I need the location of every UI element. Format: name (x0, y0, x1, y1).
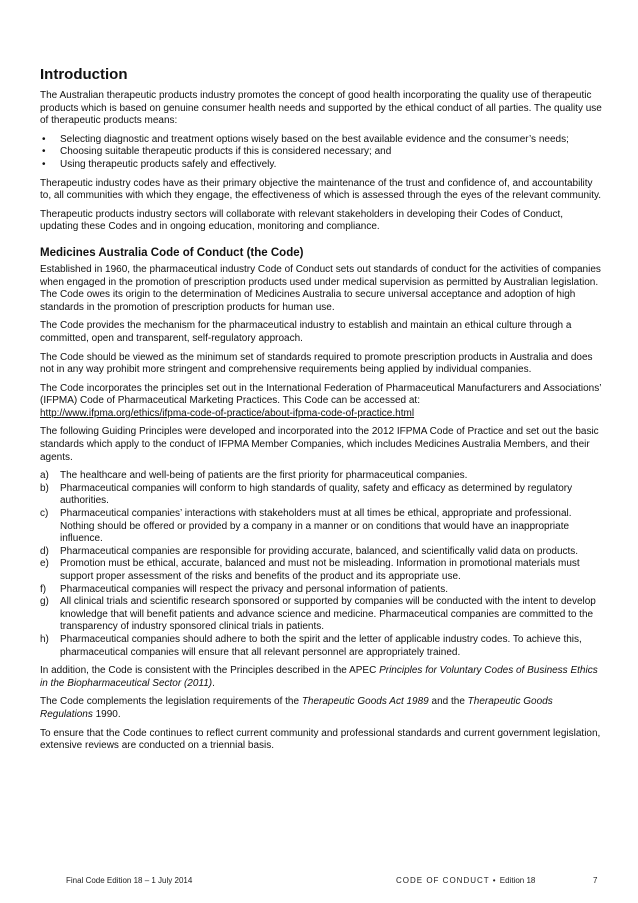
list-item: • Using therapeutic products safely and effectively. (42, 158, 277, 170)
list-item: g) All clinical trials and scientific research sponsored or supported by companies will be conducted with the intent to develop knowledge that will benefit patients and advance science and medicine. Pharmaceutical companies are committed to the transparency of industry sponsored clinical trials in patients. (40, 596, 596, 633)
ifpma-link[interactable]: http://www.ifpma.org/ethics/ifpma-code-of-practice/about-ifpma-code-of-practice.html (40, 407, 415, 419)
guiding-principles-list (40, 470, 604, 659)
intro-paragraph-1: The Australian therapeutic products industry promotes the concept of good health incorporating the quality use of therapeutic products which is based on genuine consumer health needs and supported by the ethical conduct of all parties. The quality use of therapeutic products means: (40, 90, 602, 127)
code-paragraph-2: The Code provides the mechanism for the pharmaceutical industry to establish and maintain an ethical culture through a committed, open and transparent, self-regulatory approach. (40, 320, 572, 344)
code-paragraph-6: In addition, the Code is consistent with the Principles described in the APEC Principles for Voluntary Codes of Business Ethics in the Biopharmaceutical Sector (2011). (40, 665, 598, 689)
code-paragraph-3: The Code should be viewed as the minimum set of standards required to promote prescription products in Australia and does not in any way prohibit more stringent and comprehensive requirements being applied by individual companies. (40, 351, 593, 376)
list-item: • Choosing suitable therapeutic products if this is considered necessary; and (42, 146, 392, 158)
page-content (40, 66, 604, 759)
bullet-icon: • (42, 133, 46, 145)
code-paragraph-5: The following Guiding Principles were developed and incorporated into the 2012 IFPMA Code of Practice and set out the basic standards which apply to the conduct of IFPMA Member Companies, which includes Medicines Australia Members, and their agents. (40, 426, 599, 463)
list-item: e) Promotion must be ethical, accurate, balanced and must not be misleading. Information in promotional materials must support proper assessment of the risks and benefits of the product and its appropriate use. (40, 558, 580, 582)
list-item: h) Pharmaceutical companies should adhere to both the spirit and the letter of applicable industry codes. To achieve this, pharmaceutical companies will ensure that all relevant personnel are appropriately trained. (40, 633, 582, 658)
page-number: 7 (593, 876, 598, 885)
introduction-heading: Introduction (40, 66, 128, 83)
code-section-heading: Medicines Australia Code of Conduct (the Code) (40, 246, 304, 259)
code-paragraph-7: The Code complements the legislation requirements of the Therapeutic Goods Act 1989 and the Therapeutic Goods Regulations 1990. (40, 696, 553, 720)
intro-paragraph-3: Therapeutic products industry sectors will collaborate with relevant stakeholders in developing their Codes of Conduct, updating these Codes and in ongoing education, monitoring and compliance. (40, 208, 564, 233)
list-item: a) The healthcare and well-being of patients are the first priority for pharmaceutical companies. (40, 470, 468, 482)
list-item: • Selecting diagnostic and treatment options wisely based on the best available evidence and the consumer’s needs; (42, 133, 569, 145)
code-paragraph-8: To ensure that the Code continues to reflect current community and professional standards and current government legislation, extensive reviews are conducted on a triennial basis. (40, 727, 601, 752)
code-paragraph-4: The Code incorporates the principles set out in the International Federation of Pharmaceutical Manufacturers and Associations’ (IFPMA) Code of Pharmaceutical Marketing Practices. This Code can be accessed at: http://www.ifpma.org/ethics/ifpma-code-of-practice/about-ifpma-code-of-practice.html (40, 382, 602, 419)
list-item: f) Pharmaceutical companies will respect the privacy and personal information of patients. (40, 583, 448, 595)
footer-title: CODE OF CONDUCT • Edition 18 (396, 876, 536, 885)
code-paragraph-1: Established in 1960, the pharmaceutical industry Code of Conduct sets out standards of conduct for the activities of companies when engaged in the promotion of prescription products used under medical supervision as permitted by Australian legislation. The Code owes its origin to the determination of Medicines Australia to secure universal acceptance and adoption of high standards in the promotion of prescription products for human use. (40, 263, 601, 313)
list-item: b) Pharmaceutical companies will conform to high standards of quality, safety and efficacy as determined by regulatory authorities. (40, 482, 573, 507)
footer-edition-date: Final Code Edition 18 – 1 July 2014 (66, 876, 193, 885)
list-item: c) Pharmaceutical companies’ interactions with stakeholders must at all times be ethical, appropriate and professional. Nothing should be offered or provided by a company in a manner or on conditions that would have an inappropriate influence. (40, 508, 572, 545)
intro-paragraph-2: Therapeutic industry codes have as their primary objective the maintenance of the trust and confidence of, and accountability to, all communities with which they engage, the effectiveness of which is assessed through the eyes of the relevant community. (40, 177, 602, 202)
quality-use-list (40, 134, 604, 172)
bullet-icon: • (42, 158, 46, 170)
list-item: d) Pharmaceutical companies are responsible for providing accurate, balanced, and scientifically valid data on products. (40, 545, 579, 557)
bullet-icon: • (42, 146, 46, 158)
